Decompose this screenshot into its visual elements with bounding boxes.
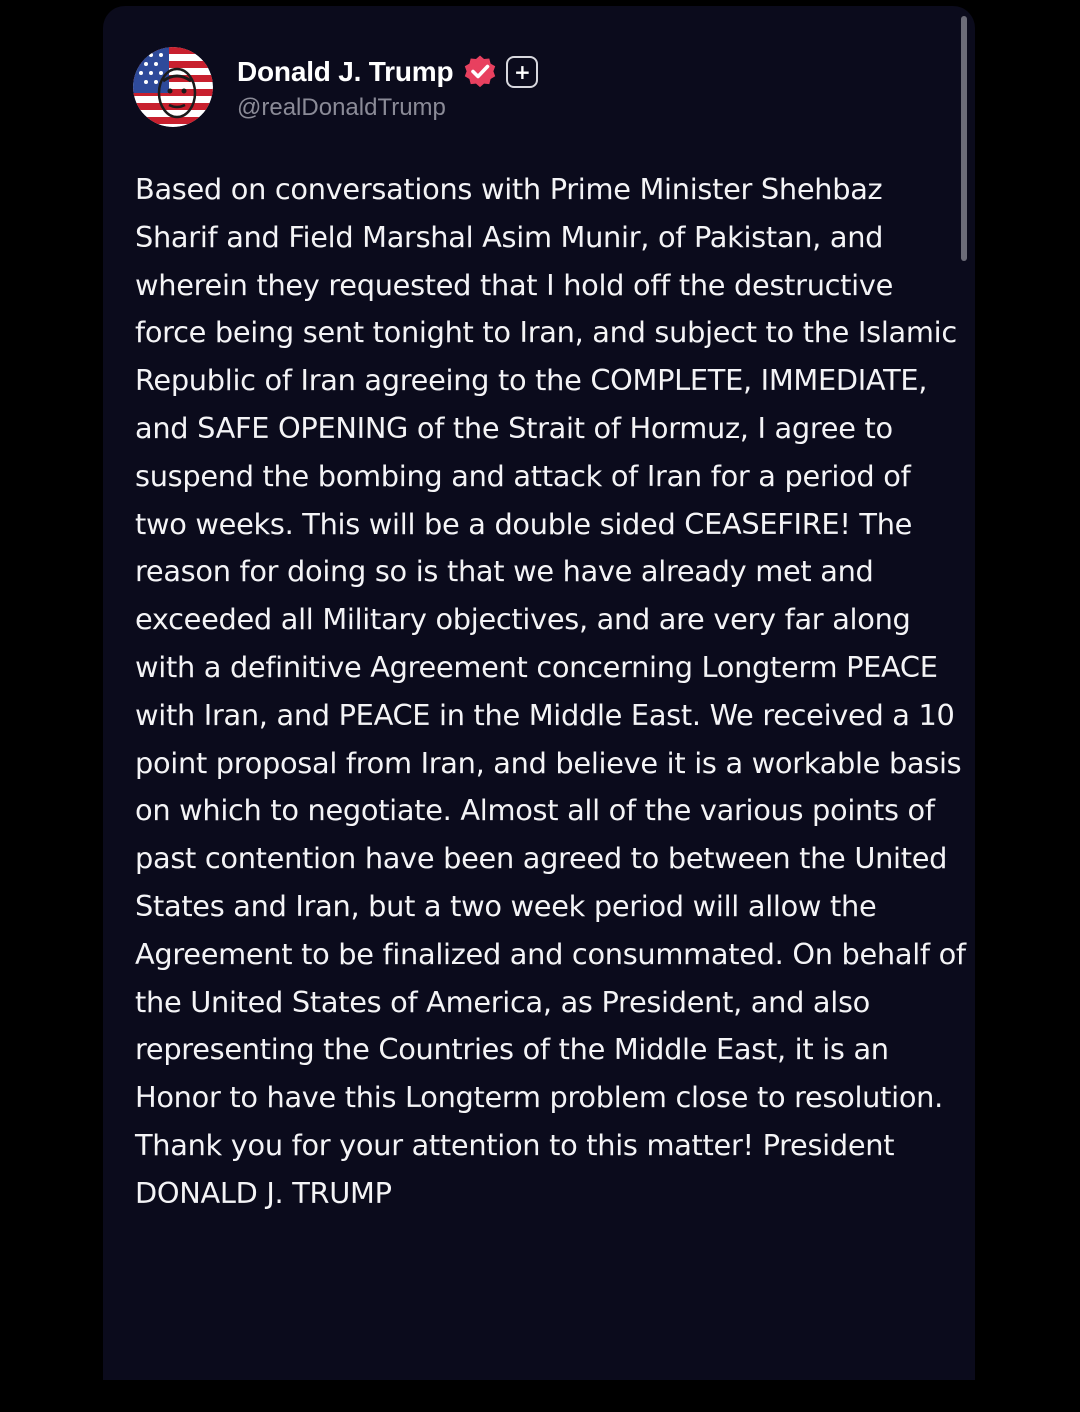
verified-badge-icon bbox=[462, 54, 498, 90]
author-display-name[interactable]: Donald J. Trump bbox=[237, 56, 454, 87]
author-info bbox=[237, 52, 538, 122]
author-handle[interactable]: @realDonaldTrump bbox=[237, 94, 446, 121]
flag-portrait-avatar-icon bbox=[133, 47, 213, 127]
post-header bbox=[133, 46, 538, 128]
post-card bbox=[103, 6, 975, 1380]
plus-icon[interactable]: + bbox=[506, 56, 538, 88]
avatar[interactable] bbox=[133, 47, 213, 127]
post-body-text: Based on conversations with Prime Minister Shehbaz Sharif and Field Marshal Asim Munir, of Pakistan, and wherein they requested that I hold off the destructive force being sent tonight to Iran, and subject to the Islamic Republic of Iran agreeing to the COMPLETE, IMMEDIATE, and SAFE OPENING of the Strait of Hormuz, I agree to suspend the bombing and attack of Iran for a period of two weeks. This will be a double sided CEASEFIRE! The reason for doing so is that we have already met and exceeded all Military objectives, and are very far along with a definitive Agreement concerning Longterm PEACE with Iran, and PEACE in the Middle East. We received a 10 point proposal from Iran, and believe it is a workable basis on which to negotiate. Almost all of the various points of past contention have been agreed to between the United States and Iran, but a two week period will allow the Agreement to be finalized and consummated. On behalf of the United States of America, as President, and also representing the Countries of the Middle East, it is an Honor to have this Longterm problem close to resolution. Thank you for your attention to this matter! President DONALD J. TRUMP bbox=[135, 172, 966, 1210]
name-row bbox=[237, 52, 538, 92]
